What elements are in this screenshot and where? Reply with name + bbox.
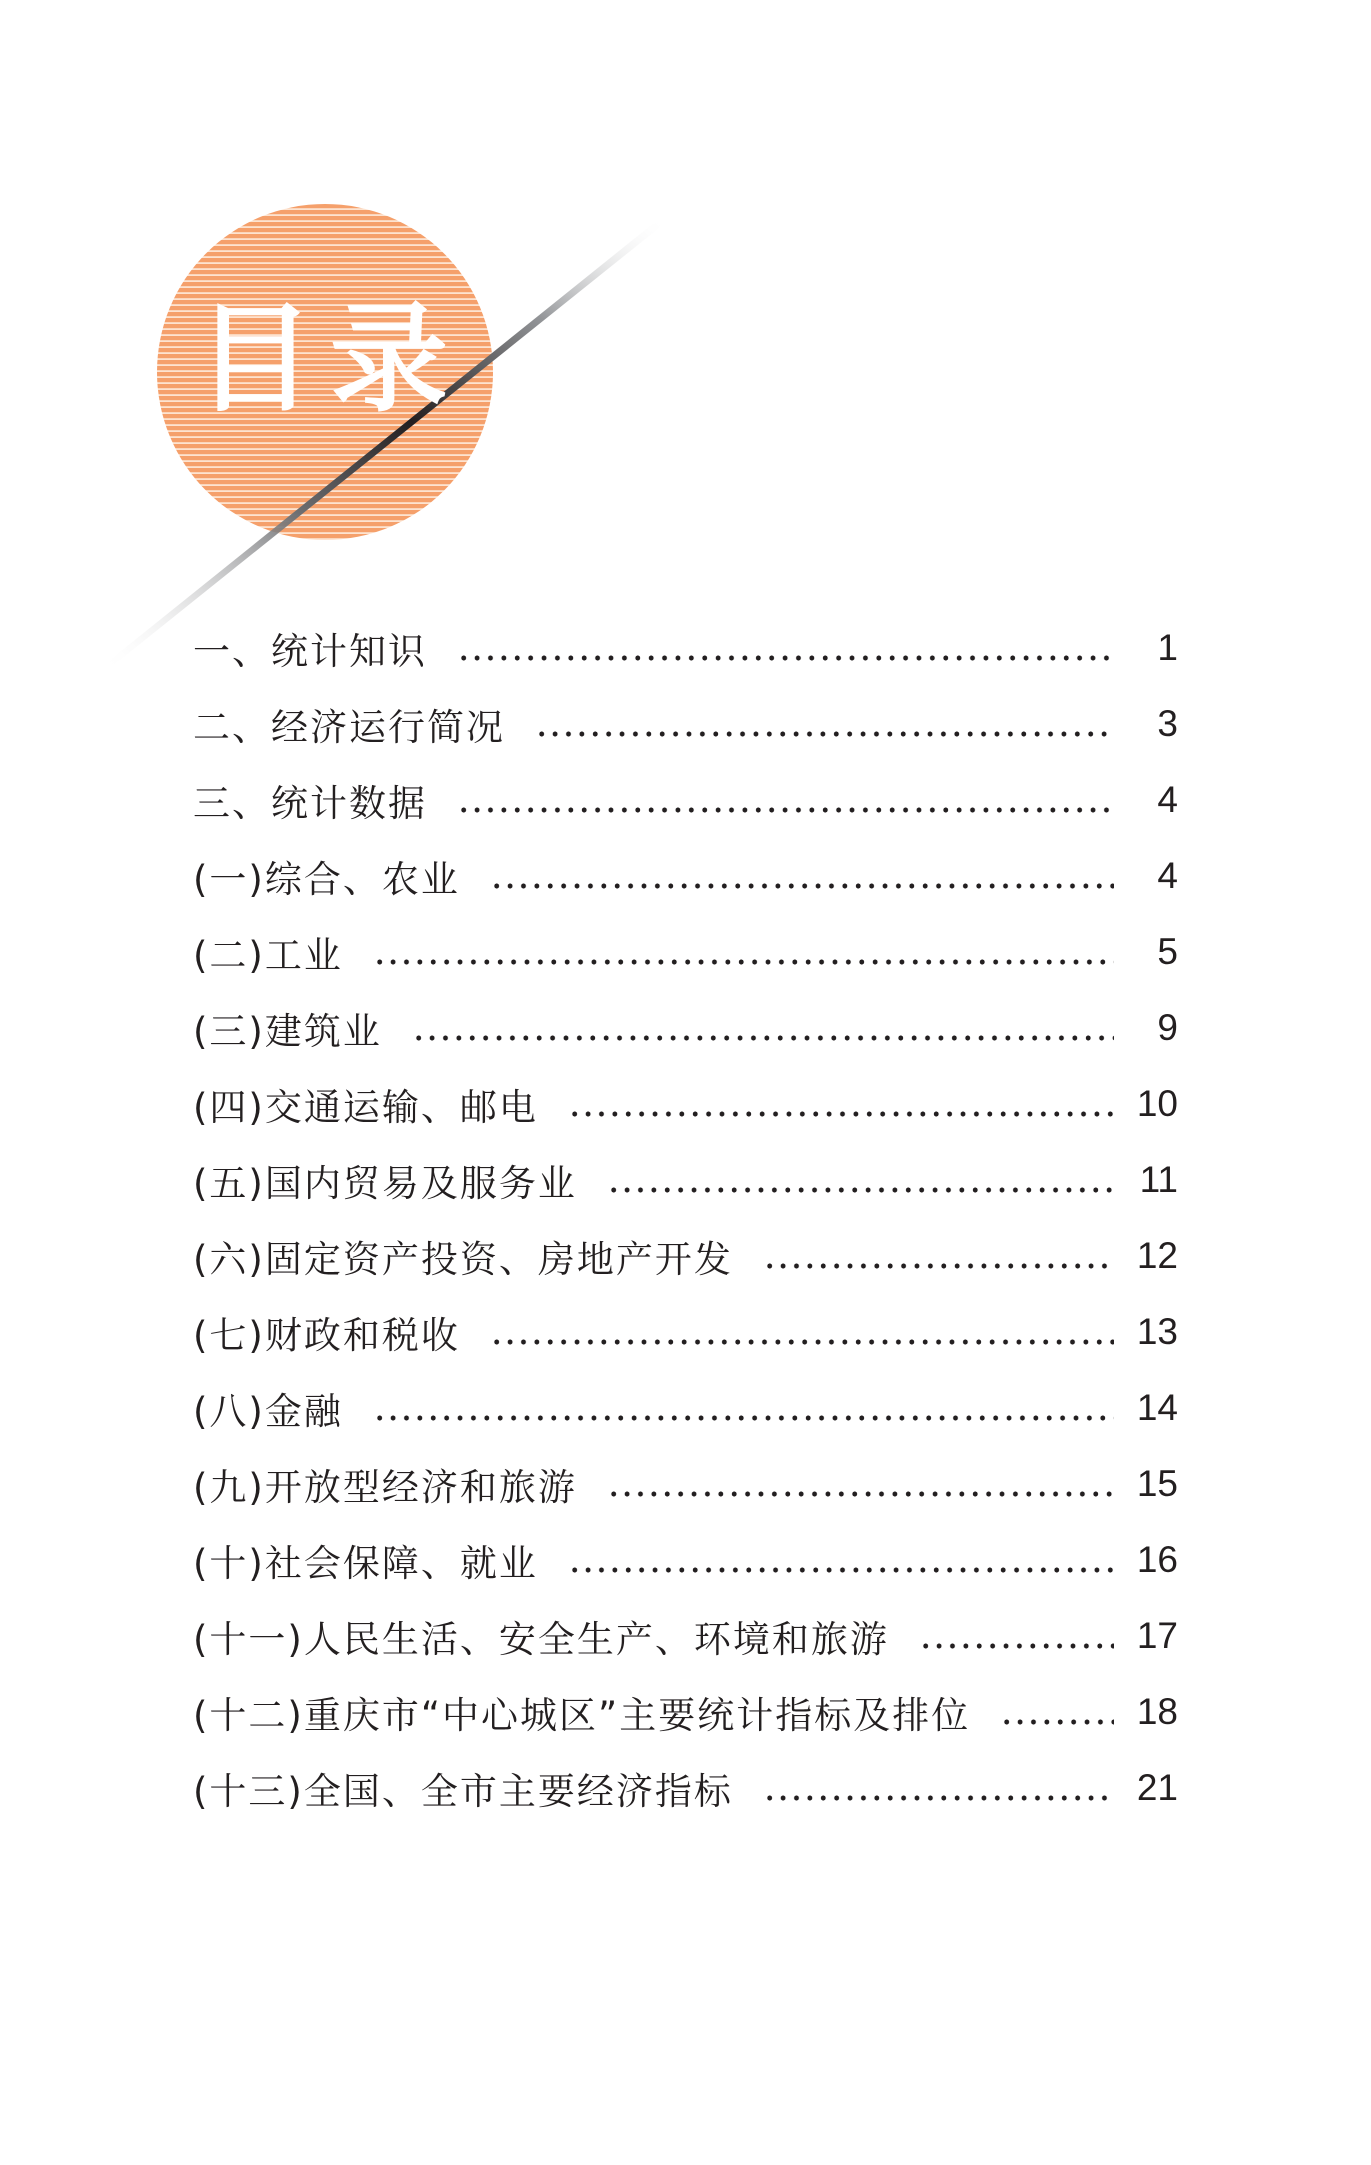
dot-leader (919, 1618, 1114, 1655)
dot-leader (373, 1390, 1114, 1427)
toc-entry-page-number: 10 (1136, 1083, 1178, 1124)
dot-leader (568, 1542, 1114, 1579)
toc-entry-label: (八)金融 (193, 1390, 343, 1433)
toc-entry[interactable] (193, 1522, 1178, 1598)
toc-entry-page-number: 4 (1157, 779, 1178, 820)
dot-leader (1000, 1694, 1114, 1731)
table-of-contents (193, 610, 1178, 1826)
toc-entry-label: (二)工业 (193, 934, 343, 977)
toc-entry-page-number: 12 (1136, 1235, 1178, 1276)
toc-entry-page-number: 21 (1136, 1767, 1178, 1808)
dot-leader (412, 1010, 1114, 1047)
toc-entry-page-number: 15 (1136, 1463, 1178, 1504)
toc-entry[interactable] (193, 838, 1178, 914)
page-title: 目录 (196, 290, 465, 428)
toc-entry-label: 二、经济运行简况 (193, 706, 505, 749)
toc-entry[interactable] (193, 762, 1178, 838)
toc-entry-label: (十一)人民生活、安全生产、环境和旅游 (193, 1618, 889, 1661)
toc-entry-page-number: 18 (1136, 1691, 1178, 1732)
dot-leader (568, 1086, 1114, 1123)
dot-leader (490, 1314, 1114, 1351)
dot-leader (607, 1162, 1114, 1199)
toc-entry-label: (六)固定资产投资、房地产开发 (193, 1238, 733, 1281)
toc-entry-label: (四)交通运输、邮电 (193, 1086, 538, 1129)
toc-entry[interactable] (193, 1750, 1178, 1826)
toc-entry-page-number: 16 (1136, 1539, 1178, 1580)
dot-leader (457, 630, 1114, 667)
dot-leader (607, 1466, 1114, 1503)
toc-entry-page-number: 3 (1157, 703, 1178, 744)
dot-leader (373, 934, 1114, 971)
toc-entry-page-number: 1 (1157, 627, 1178, 668)
toc-entry-label: 三、统计数据 (193, 782, 427, 825)
toc-entry-page-number: 4 (1157, 855, 1178, 896)
toc-entry-page-number: 17 (1136, 1615, 1178, 1656)
toc-entry-label: (九)开放型经济和旅游 (193, 1466, 577, 1509)
toc-entry-label: (十)社会保障、就业 (193, 1542, 538, 1585)
toc-entry[interactable] (193, 1370, 1178, 1446)
toc-entry-label: (十二)重庆市“中心城区”主要统计指标及排位 (193, 1694, 971, 1737)
toc-entry-label: (五)国内贸易及服务业 (193, 1162, 577, 1205)
toc-entry-page-number: 11 (1139, 1159, 1178, 1200)
toc-entry[interactable] (193, 1142, 1178, 1218)
toc-entry[interactable] (193, 1598, 1178, 1674)
toc-entry-page-number: 5 (1157, 931, 1178, 972)
dot-leader (490, 858, 1114, 895)
toc-entry[interactable] (193, 1218, 1178, 1294)
toc-entry[interactable] (193, 1446, 1178, 1522)
toc-entry-page-number: 13 (1136, 1311, 1178, 1352)
dot-leader (763, 1770, 1114, 1807)
toc-entry-label: (七)财政和税收 (193, 1314, 460, 1357)
dot-leader (535, 706, 1114, 743)
toc-entry[interactable] (193, 1294, 1178, 1370)
toc-entry[interactable] (193, 1066, 1178, 1142)
dot-leader (763, 1238, 1114, 1275)
toc-entry-label: (三)建筑业 (193, 1010, 382, 1053)
toc-entry-page-number: 9 (1157, 1007, 1178, 1048)
toc-entry-label: 一、统计知识 (193, 630, 427, 673)
toc-entry[interactable] (193, 990, 1178, 1066)
toc-entry[interactable] (193, 686, 1178, 762)
toc-entry[interactable] (193, 914, 1178, 990)
toc-entry[interactable] (193, 1674, 1178, 1750)
toc-entry-label: (一)综合、农业 (193, 858, 460, 901)
dot-leader (457, 782, 1114, 819)
toc-entry[interactable] (193, 610, 1178, 686)
toc-entry-label: (十三)全国、全市主要经济指标 (193, 1770, 733, 1813)
toc-entry-page-number: 14 (1136, 1387, 1178, 1428)
